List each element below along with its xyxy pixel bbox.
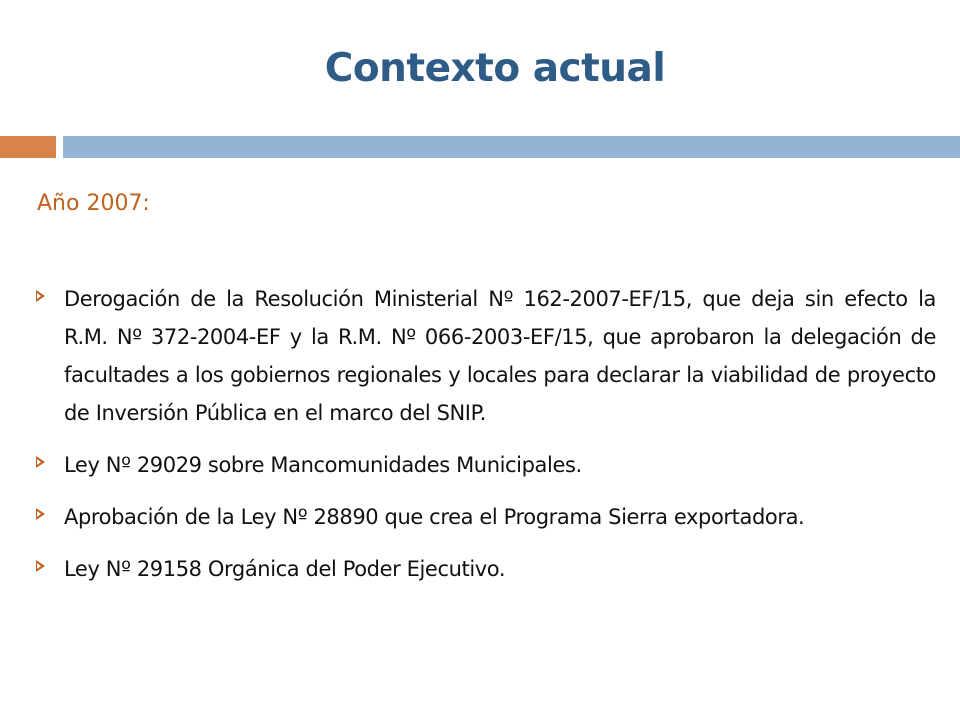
bullet-list [36,280,936,602]
list-item [36,280,936,432]
bullet-text: Ley Nº 29158 Orgánica del Poder Ejecutivo. [64,557,506,581]
list-item [36,498,936,536]
title-accent-bar [0,136,56,158]
arrowhead-bullet-icon [36,456,45,468]
year-label: Año 2007: [37,191,150,216]
arrowhead-bullet-icon [36,290,45,302]
arrowhead-bullet-icon [36,508,45,520]
bullet-text: Ley Nº 29029 sobre Mancomunidades Municipales. [64,453,582,477]
arrowhead-bullet-icon [36,560,45,572]
list-item [36,550,936,588]
bullet-text: Derogación de la Resolución Ministerial Nº 162-2007-EF/15, que deja sin efecto la R.M. Nº 372-2004-EF y la R.M. Nº 066-2003-EF/15, que aprobaron la delegación de facultades a los gobiernos regionales y locales para declarar la viabilidad de proyecto de Inversión Pública en el marco del SNIP. [64,287,936,425]
bullet-text: Aprobación de la Ley Nº 28890 que crea el Programa Sierra exportadora. [64,505,805,529]
list-item [36,446,936,484]
slide-title: Contexto actual [324,46,666,91]
title-divider-bar [63,136,960,158]
